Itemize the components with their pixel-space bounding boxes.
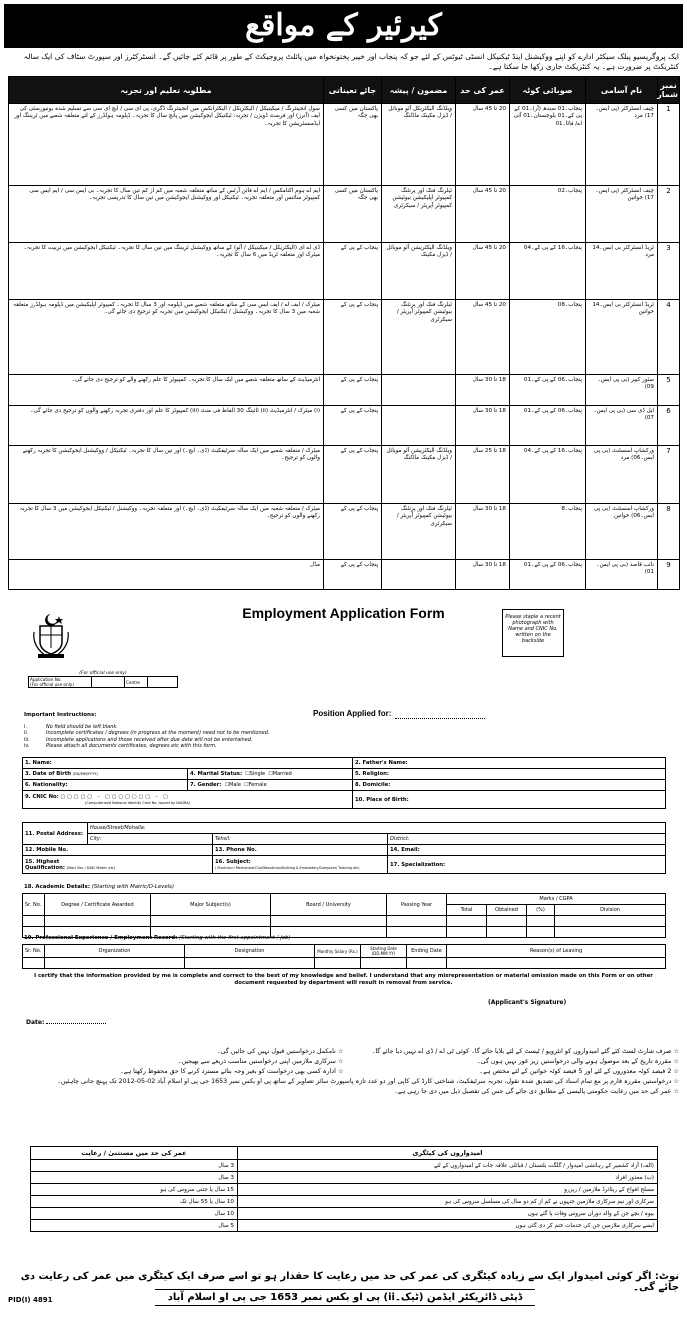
job-qualification: میٹرک / متعلقہ شعبے میں ایک سالہ سرٹیفکیٹ (ڈی۔ ایچ۔) اور تین سال کا تجربہ۔ ٹیکنیکل / ووکیشنل ایجوکیشن کا تجربہ رکھنے والوں کو ترجیح۔ <box>9 446 324 504</box>
quota-row: سرکاری اور نیم سرکاری ملازمین جنہوں نے کم از کم دو سال کی مسلسل سروس کی ہو 10 سال یا 55 سال تک <box>31 1196 658 1208</box>
job-age: 18 تا 30 سال <box>456 560 510 590</box>
specialization-field[interactable]: 17. Specialization: <box>388 856 666 874</box>
photo-box: Please staple a recent photograph with Name and CNIC No. written on the backside <box>502 609 564 657</box>
mobile-field[interactable]: 12. Mobile No. <box>23 845 213 856</box>
instructions <box>24 712 284 750</box>
col-percent: (%) <box>527 905 555 916</box>
advertiser-address: ڈپٹی ڈائریکٹر ایڈمن (ٹیک۔ii) پی او بکس نمبر 1653 جی پی او اسلام آباد <box>155 1289 535 1306</box>
job-title: ٹریڈ انسٹرکٹر بی ایس۔14 خواتین <box>586 300 658 375</box>
col-degree: Degree / Certificate Awarded <box>45 894 151 916</box>
col-major-subjects: Major Subject(s) <box>151 894 271 916</box>
col-board: Board / University <box>271 894 387 916</box>
academic-table <box>22 893 666 938</box>
job-title: چیف انسٹرکٹر (پی ایس۔17) مرد <box>586 104 658 186</box>
note-item: ☆ 2 فیصد کوٹہ معذوروں کے لئے اور 5 فیصد کوٹہ خواتین کے لئے مختص ہے۔ <box>479 1068 679 1075</box>
office-use-label: (For official use only) <box>79 671 127 676</box>
job-posts: پنجاب۔06 کے پی کے۔01 <box>510 560 586 590</box>
job-subject: ٹیلرنگ فنک اور پرنٹنگ بیوٹیشن کمپیوٹر آپریٹر / سیکرٹری <box>382 300 456 375</box>
instruction-item: ii. Incomplete certificates / degrees (in progress at the moment) need not to be mentioned. <box>24 730 270 736</box>
experience-title: 19. Professional Experience / Employment Record: (Starting with the first appointment / job) <box>24 935 291 941</box>
col-category: امیدواروں کی کیٹگری <box>238 1147 658 1160</box>
col-marks: Marks / CGPA <box>447 894 666 905</box>
domicile-field[interactable]: 8. Domicile: <box>353 780 666 791</box>
job-title: ورکشاپ اسسٹنٹ (بی پی ایس۔06) مرد <box>586 446 658 504</box>
col-exp-sr: Sr. No. <box>23 945 45 958</box>
col-salary: Monthly Salary (Rs.) <box>315 945 361 958</box>
job-subject: ویلڈنگ الیکٹریشن آٹو موبائل / ڈیزل مکینک ماڈلنگ <box>382 446 456 504</box>
col-posts: صوبائی کوٹہ <box>510 77 586 104</box>
job-posts: پنجاب۔8 <box>510 504 586 560</box>
centre-label: Centre <box>125 677 148 688</box>
district-field[interactable]: District: <box>388 834 666 845</box>
job-row <box>9 446 680 504</box>
place-of-birth-field[interactable]: 10. Place of Birth: <box>353 791 666 809</box>
job-title: ٹریڈ انسٹرکٹر بی ایس۔14 مرد <box>586 243 658 300</box>
job-posts: پنجاب۔06 کے پی کے۔01 <box>510 406 586 446</box>
centre-field[interactable] <box>148 677 178 688</box>
job-row <box>9 104 680 186</box>
job-qualification: سول انجینئرنگ / میکینیکل / الیکٹریکل / الیکٹرانکس میں انجینئرنگ ڈگری، پی ای سی / ایچ ای سی سے تسلیم شدہ یونیورسٹی کی ایف (آنرز) اور فرسٹ ڈویژن / تجربہ: ٹیکنیکل ایجوکیشن میں پانچ سال کا تجربہ۔ ڈپلومہ ہولڈرز کے لئے متعلقہ شعبے میں ٹریننگ اور ایڈمنسٹریشن کا تجربہ۔ <box>9 104 324 186</box>
job-row <box>9 375 680 406</box>
job-title: ایل ڈی سی (بی پی ایس۔07) <box>586 406 658 446</box>
col-organization: Organization <box>45 945 185 958</box>
job-row <box>9 300 680 375</box>
col-qualification: مطلوبہ تعلیم اور تجربہ <box>9 77 324 104</box>
job-posting: پنجاب کے پی کے <box>324 560 382 590</box>
quota-row: (الف) آزاد کشمیر کے رہائشی امیدوار / گلگت بلتستان / قبائلی علاقہ جات کے امیدواروں کے لئے 3 سال <box>31 1160 658 1172</box>
job-subject <box>382 406 456 446</box>
col-total: Total <box>447 905 487 916</box>
col-division: Division <box>555 905 666 916</box>
position-applied-field[interactable] <box>395 709 485 719</box>
nationality-field[interactable]: 6. Nationality: <box>23 780 188 791</box>
job-title: چیف انسٹرکٹر (پی ایس۔17) خواتین <box>586 186 658 243</box>
tehsil-field[interactable]: Tehsil: <box>213 834 388 845</box>
col-num: نمبر شمار <box>658 77 680 104</box>
col-posting: جائے تعیناتی <box>324 77 382 104</box>
job-qualification: ڈی اے ای (الیکٹریکل / میکینیکل / آٹو) کے ساتھ ووکیشنل ٹریننگ میں تین سال کا تجربہ۔ ٹیکنیکل ایجوکیشن میں تربیت کا تجربہ۔ میٹرک اور متعلقہ ٹریڈ میں 6 سال کا تجربہ۔ <box>9 243 324 300</box>
date-field[interactable]: Date: <box>26 1019 106 1026</box>
job-posts: پنجاب۔16 کے پی کے۔04 <box>510 446 586 504</box>
job-num: 9 <box>658 560 680 590</box>
note-item: ☆ ادارہ کسی بھی درخواست کو بغیر وجہ بتائے مسترد کرنے کا حق محفوظ رکھتا ہے۔ <box>120 1068 344 1075</box>
job-posting: پنجاب کے پی کے <box>324 504 382 560</box>
job-posting: پنجاب کے پی کے <box>324 375 382 406</box>
quota-row: ایسے سرکاری ملازمین جن کی خدمات ختم کر دی گئی ہوں 5 سال <box>31 1220 658 1232</box>
job-age: 20 تا 45 سال <box>456 300 510 375</box>
note-item: ☆ نامکمل درخواستیں قبول نہیں کی جائیں گی۔ <box>216 1048 344 1055</box>
job-qualification: ایم اے ہوم اکنامکس / ایم اے فائن آرٹس کے ساتھ متعلقہ شعبہ میں کم از کم تین سال کا تجربہ۔ بی ایس سی / ایم ایس سی کمپیوٹر سائنس اور متعلقہ تجربہ۔ ٹیکنیکل اور ووکیشنل ایجوکیشن میں تین سال کا تدریسی تجربہ۔ <box>9 186 324 243</box>
job-posting: پنجاب کے پی کے <box>324 300 382 375</box>
note-item: ☆ صرف شارٹ لسٹ کئے گئے امیدواروں کو انٹرویو / ٹیسٹ کے لئے بلایا جائے گا۔ کوئی ٹی اے / ڈی اے نہیں دیا جائے گا۔ <box>371 1048 679 1055</box>
position-applied-label: Position Applied for: <box>313 709 392 718</box>
application-no-field[interactable] <box>92 677 125 688</box>
email-field[interactable]: 14. Email: <box>388 845 666 856</box>
job-age: 18 تا 30 سال <box>456 375 510 406</box>
job-num: 8 <box>658 504 680 560</box>
form-title: Employment Application Form <box>242 605 445 621</box>
job-subject <box>382 375 456 406</box>
job-qualification: مڈل <box>9 560 324 590</box>
job-qualification: میٹرک / متعلقہ شعبہ میں ایک سالہ سرٹیفکیٹ (ڈی۔ ایچ۔) اور متعلقہ تجربہ۔ ووکیشنل / ٹیکنیکل ایجوکیشن میں 3 سال کا تجربہ رکھنے والوں کو ترجیح۔ <box>9 504 324 560</box>
col-sr: Sr. No. <box>23 894 45 916</box>
job-subject: ویلڈنگ الیکٹریکل آٹو موبائل / ڈیزل مکینک ماڈلنگ <box>382 104 456 186</box>
job-num: 4 <box>658 300 680 375</box>
city-field[interactable]: City: <box>88 834 213 845</box>
experience-row[interactable] <box>23 958 666 969</box>
col-title: نام آسامی <box>586 77 658 104</box>
job-posts: پنجاب۔06 کے پی کے۔01 <box>510 375 586 406</box>
pid-number: PID(I) 4891 <box>8 1296 53 1304</box>
job-row <box>9 243 680 300</box>
note-item: ☆ مقررہ تاریخ کے بعد موصول ہونے والی درخواستیں زیر غور نہیں ہوں گی۔ <box>477 1058 679 1065</box>
jobs-table-header <box>9 77 680 104</box>
job-qualification: (i) میٹرک / انٹرمیڈیٹ (ii) ٹائپنگ 30 الفاظ فی منٹ (iii) کمپیوٹر کا علم اور دفتری تجربہ رکھنے والوں کو ترجیح دی جائے گی۔ <box>9 406 324 446</box>
cnic-field[interactable]: 9. CNIC No: ▢▢▢▢▢ - ▢▢▢▢▢▢▢ - ▢ (Computerized National Identity Card No. issued by NADRA) <box>23 791 353 809</box>
col-age: عمر کی حد <box>456 77 510 104</box>
job-posting: پاکستان میں کسی بھی جگہ <box>324 104 382 186</box>
postal-address-label: 11. Postal Address: <box>23 823 88 845</box>
note-item: ☆ عمر کی حد میں رعایت حکومتی پالیسی کے مطابق دی جائے گی جس کی تفصیل ذیل میں دی جا رہی ہے۔ <box>394 1088 679 1095</box>
job-posts: پنجاب۔16 کے پی کے۔04 <box>510 243 586 300</box>
instruction-item: i. No field should be left blank. <box>24 723 118 730</box>
office-use-box <box>28 671 178 688</box>
job-subject <box>382 560 456 590</box>
job-row <box>9 560 680 590</box>
col-obtained: Obtained <box>487 905 527 916</box>
footnote: نوٹ: اگر کوئی امیدوار ایک سے زیادہ کیٹگری کی عمر کی حد میں رعایت کا حقدار ہو تو اسے صرف ایک کیٹگری میں عمر کی رعایت دی جائے گی۔ <box>20 1271 679 1293</box>
job-age: 18 تا 25 سال <box>456 446 510 504</box>
job-num: 6 <box>658 406 680 446</box>
job-row <box>9 406 680 446</box>
quota-row: مسلح افواج کے ریٹائرڈ ملازمین / ریزرو 15 سال یا جتنی سروس کی ہو <box>31 1184 658 1196</box>
job-posts: پنجاب۔08 <box>510 300 586 375</box>
job-num: 5 <box>658 375 680 406</box>
job-num: 7 <box>658 446 680 504</box>
application-no-label: Application No. (For official use only) <box>29 677 92 688</box>
subject-field[interactable]: 16. Subject: ( Electrical / Mechanical/Civil/Beautician/Knitting & Embroidery/Computer/ Tailoring etc) <box>213 856 388 874</box>
age-relaxation-table <box>30 1146 658 1232</box>
col-start-date: Starting Date (DD.MM.YY) <box>361 945 407 958</box>
jobs-table <box>8 76 680 590</box>
single-checkbox[interactable]: ☐ <box>245 771 250 777</box>
job-subject: ٹیلرنگ فنک اور پرنٹنگ کمپیوٹر اپلیکیشن بیوٹیشن کمپیوٹر آپریٹر / سیکرٹری <box>382 186 456 243</box>
col-subject: مضمون / پیشہ <box>382 77 456 104</box>
house-field[interactable]: House/Street/Mohalla: <box>88 823 666 834</box>
job-posting: پاکستان میں کسی بھی جگہ <box>324 186 382 243</box>
col-end-date: Ending Date <box>407 945 447 958</box>
job-num: 3 <box>658 243 680 300</box>
job-num: 2 <box>658 186 680 243</box>
job-age: 20 تا 45 سال <box>456 186 510 243</box>
position-applied <box>313 709 485 719</box>
job-posting: پنجاب کے پی کے <box>324 446 382 504</box>
job-subject: ٹیلرنگ فنک اور پرنٹنگ بیوٹیشن کمپیوٹر آپریٹر / سیکرٹری <box>382 504 456 560</box>
job-age: 18 تا 30 سال <box>456 504 510 560</box>
job-posting: پنجاب کے پی کے <box>324 406 382 446</box>
job-qualification: انٹرمیڈیٹ کے ساتھ متعلقہ شعبے میں ایک سال کا تجربہ۔ کمپیوٹر کا علم رکھنے والے کو ترجیح دی جائے گی۔ <box>9 375 324 406</box>
job-title: سٹور کیپر (بی پی ایس۔09) <box>586 375 658 406</box>
dob-field[interactable]: 3. Date of Birth (DD/MM/YYYY) <box>23 769 188 780</box>
quota-row: بیوہ / بچے جن کے والد دوران سروس وفات پا گئے ہوں 10 سال <box>31 1208 658 1220</box>
notes-section <box>8 1048 679 1098</box>
name-field[interactable]: 1. Name: <box>23 758 353 769</box>
col-passing-year: Passing Year <box>387 894 447 916</box>
col-reason: Reason(s) of Leaving <box>447 945 666 958</box>
personal-details-table <box>22 757 666 809</box>
applicant-signature: (Applicant's Signature) <box>488 999 567 1006</box>
marital-status-field[interactable]: 4. Marital Status: ☐Single ☐Married <box>188 769 353 780</box>
job-age: 20 تا 45 سال <box>456 104 510 186</box>
male-checkbox[interactable]: ☐ <box>224 782 230 788</box>
experience-table <box>22 944 666 969</box>
job-posts: پنجاب۔01 سندھ (آر)۔01 کے پی کے۔01 بلوچستان۔01 آئی اے/ فاٹا۔01 <box>510 104 586 186</box>
job-posting: پنجاب کے پی کے <box>324 243 382 300</box>
job-age: 20 تا 45 سال <box>456 243 510 300</box>
page-banner: کیرئیر کے مواقع <box>4 4 683 48</box>
father-name-field[interactable]: 2. Father's Name: <box>353 758 666 769</box>
job-age: 18 تا 30 سال <box>456 406 510 446</box>
instruction-item: iv. Please attach all documents certificates, degrees etc with this form. <box>24 743 217 749</box>
job-title: ورکشاپ اسسٹنٹ (بی پی ایس۔06) خواتین <box>586 504 658 560</box>
job-row <box>9 504 680 560</box>
col-relaxation: عمر کی حد میں مستثنیٰ / رعایت <box>31 1147 238 1160</box>
col-designation: Designation <box>185 945 315 958</box>
job-num: 1 <box>658 104 680 186</box>
highest-qualification-field[interactable]: 15. Highest Qualification: (Mac/ Bsc / DAE/ Matric etc) <box>23 856 213 874</box>
gender-field[interactable]: 7. Gender: ☐Male ☐Female <box>188 780 353 791</box>
religion-field[interactable]: 5. Religion: <box>353 769 666 780</box>
intro-text: ایک پروگریسیو پبلک سیکٹر ادارے کو اپنے ووکیشنل اینڈ ٹیکنیکل انسٹی ٹیوٹس کے لئے جو کہ پنجاب اور خیبر پختونخواہ میں پائلٹ پروجیکٹ کے طور پر قائم کئے جائیں گے۔ انسٹرکٹرز اور سپورٹ سٹاف کی ایک سالہ کنٹریکٹ پر ضرورت ہے۔ یہ کنٹریکٹ جاری رکھا جا سکتا ہے۔ <box>23 52 679 71</box>
job-subject: ویلڈنگ الیکٹریشن آٹو موبائل / ڈیزل مکینک <box>382 243 456 300</box>
note-item: ☆ سرکاری ملازمین اپنی درخواستیں مناسب ذریعے سے بھیجیں۔ <box>177 1058 344 1065</box>
instruction-item: iii. Incomplete applications and those received after due date will not be entertained. <box>24 736 253 743</box>
instructions-title: Important Instructions: <box>24 712 97 718</box>
certification-text: I certify that the information provided by me is complete and correct to the best of my knowledge and belief. I understand that any misrepresentation or material omission made on this Form or on other document requested by department will result in removal from service. <box>34 973 653 986</box>
job-posts: پنجاب۔02 <box>510 186 586 243</box>
job-row <box>9 186 680 243</box>
contact-details-table <box>22 822 666 874</box>
quota-row: (ب) معذور افراد 3 سال <box>31 1172 658 1184</box>
phone-field[interactable]: 13. Phone No. <box>213 845 388 856</box>
job-title: نائب قاصد (بی پی ایس۔01) <box>586 560 658 590</box>
academic-row[interactable] <box>23 916 666 927</box>
note-item: ☆ درخواستیں مقررہ فارم پر مع تمام اسناد کی تصدیق شدہ نقول، تجربہ سرٹیفکیٹ، شناختی کارڈ کی کاپی اور دو عدد تازہ پاسپورٹ سائز تصاویر کے ساتھ پی او بکس نمبر 1653 جی پی او اسلام آباد 02-05-2012 تک پہنچ جانی چاہئیں۔ <box>57 1078 679 1085</box>
female-checkbox[interactable]: ☐ <box>244 782 249 788</box>
married-checkbox[interactable]: ☐ <box>268 771 273 777</box>
academic-title: 18. Academic Details: (Starting with Matric/O-Levels) <box>24 884 175 890</box>
job-qualification: میٹرک / ایف اے / ایف ایس سی کے ساتھ متعلقہ شعبے میں ڈپلومہ اور 3 سال کا تجربہ۔ کمپیوٹر اپلیکیشن میں ڈپلومہ ہولڈرز متعلقہ شعبہ میں 3 سال کا تجربہ۔ ووکیشنل / ٹیکنیکل ایجوکیشن میں تجربہ کو ترجیح دی جائے گی۔ <box>9 300 324 375</box>
